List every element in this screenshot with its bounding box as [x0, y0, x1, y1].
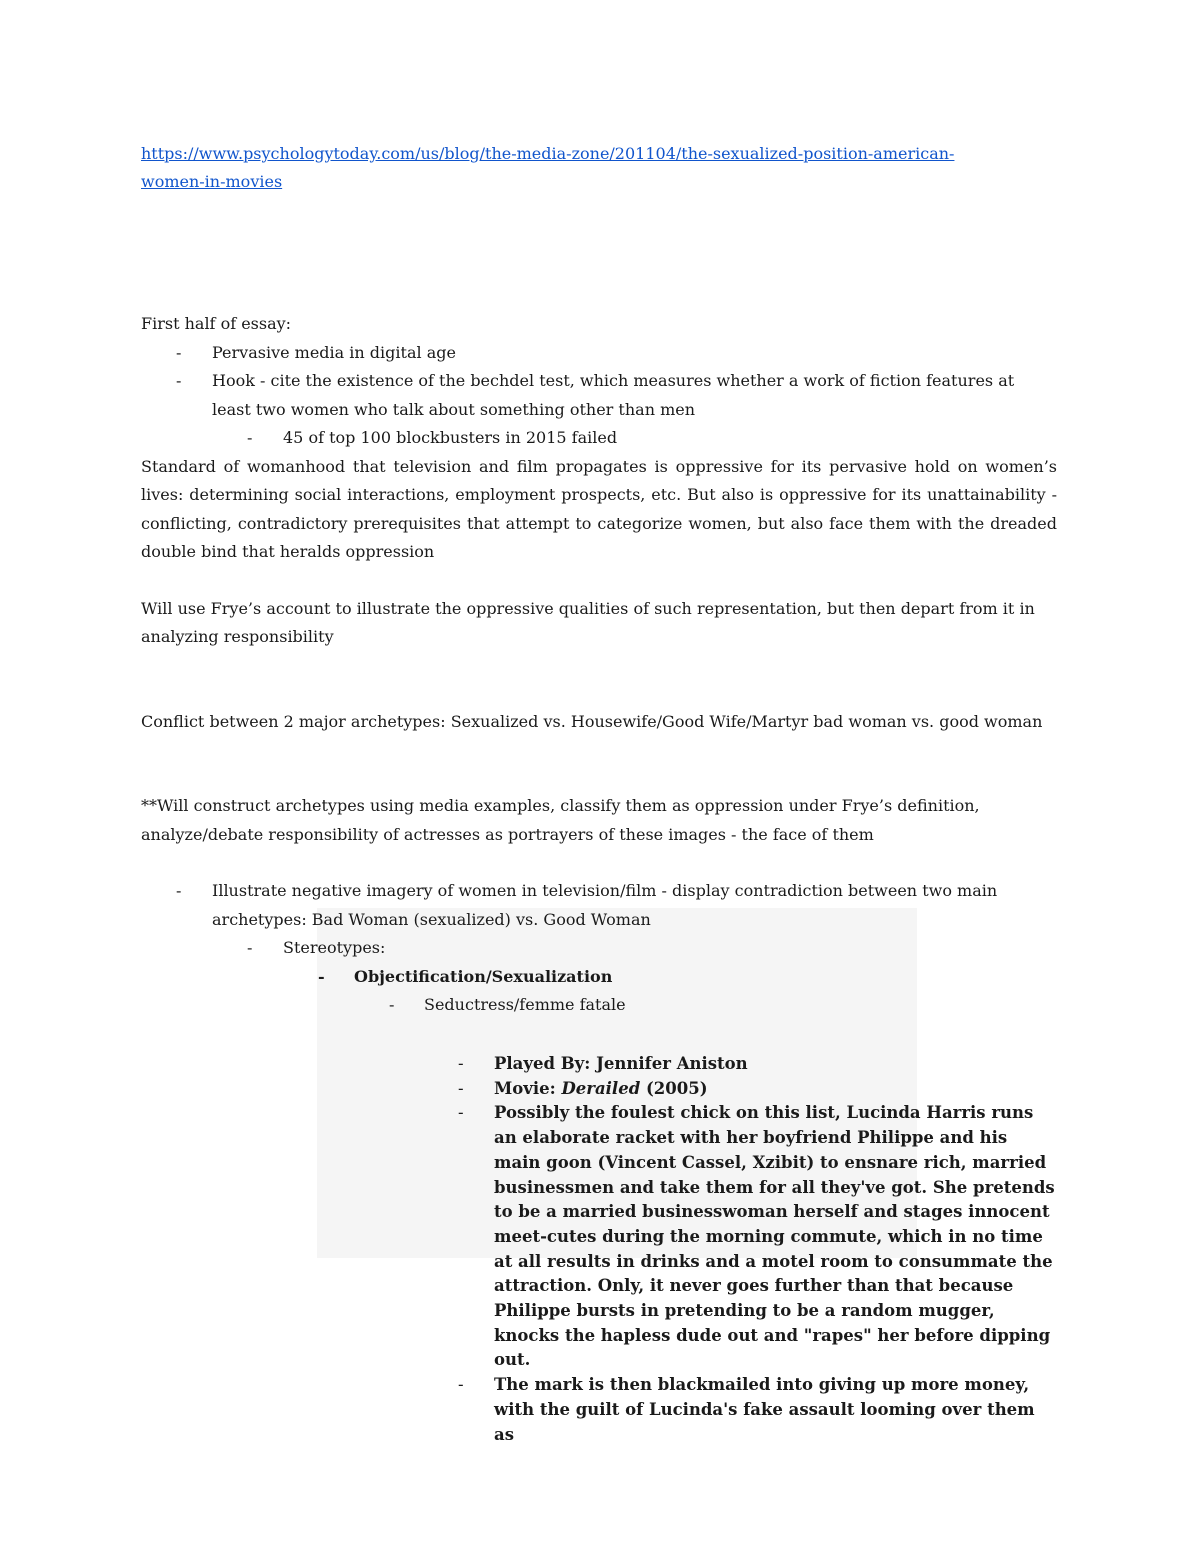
- section-heading: First half of essay:: [141, 314, 292, 333]
- movie-year: (2005): [640, 1078, 708, 1098]
- quote-item: [458, 1101, 1058, 1373]
- bullet-dash: -: [247, 428, 253, 447]
- outline-text: Stereotypes:: [283, 938, 386, 957]
- quote-item: [458, 1373, 1058, 1447]
- bullet-dash: -: [458, 1375, 464, 1395]
- quote-description-continued: The mark is then blackmailed into giving up more money, with the guilt of Lucinda's fake assault looming over them as: [494, 1375, 1035, 1444]
- bullet-dash: -: [176, 371, 182, 390]
- sub-bullet-item: [141, 424, 1057, 453]
- paragraph-standard: Standard of womanhood that television and film propagates is oppressive for its pervasive hold on women’s lives: determining social interactions, employment prospects, etc. But also is oppressive for its unattainability - conflicting, contradictory prerequisites that attempt to categorize women, but also face them with the dreaded double bind that heralds oppression: [141, 456, 1057, 561]
- outline-item: [141, 877, 1057, 934]
- bullet-dash: -: [458, 1078, 464, 1098]
- source-link-line-1: https://www.psychologytoday.com/us/blog/the-media-zone/201104/the-sexualized-position-american-: [141, 144, 955, 163]
- outline-text: Illustrate negative imagery of women in television/film - display contradiction between two main archetypes: Bad Woman (sexualized) vs. Good Woman: [212, 881, 998, 929]
- bullet-item: [141, 367, 1057, 424]
- outline-text: Objectification/Sexualization: [354, 966, 613, 986]
- paragraph-conflict: Conflict between 2 major archetypes: Sexualized vs. Housewife/Good Wife/Martyr bad woman vs. good woman: [141, 711, 1043, 731]
- bullet-dash: -: [458, 1103, 464, 1123]
- quote-description: Possibly the foulest chick on this list, Lucinda Harris runs an elaborate racket with her boyfriend Philippe and his main goon (Vincent Cassel, Xzibit) to ensnare rich, married businessmen and take them for all they've got. She pretends to be a married businesswoman herself and stages innocent meet-cutes during the morning commute, which in no time at all results in drinks and a motel room to consummate the attraction. Only, it never goes further than that because Philippe bursts in pretending to be a random mugger, knocks the hapless dude out and "rapes" her before dipping out.: [494, 1103, 1055, 1370]
- bullet-dash: -: [176, 342, 182, 362]
- bullet-text: Pervasive media in digital age: [212, 342, 456, 362]
- paragraph-frye: Will use Frye’s account to illustrate the oppressive qualities of such representation, but then depart from it in analyzing responsibility: [141, 598, 1035, 646]
- paragraph-archetypes: **Will construct archetypes using media examples, classify them as oppression under Frye’s definition, analyze/debate responsibility of actresses as portrayers of these images - the face of them: [141, 796, 980, 844]
- sub-bullet-text: 45 of top 100 blockbusters in 2015 failed: [283, 428, 618, 447]
- played-by-text: Played By: Jennifer Aniston: [494, 1054, 748, 1073]
- bullet-dash: -: [176, 881, 182, 900]
- bullet-dash: -: [247, 938, 253, 957]
- source-link-line-2: women-in-movies: [141, 172, 283, 191]
- quote-item: [458, 1077, 1058, 1102]
- outline-subitem: [141, 934, 1057, 963]
- quote-item: [458, 1052, 1058, 1077]
- source-link[interactable]: [141, 140, 1057, 196]
- bullet-dash: -: [458, 1054, 464, 1073]
- movie-prefix: Movie:: [494, 1078, 562, 1098]
- outline-level4-item: [141, 991, 1057, 1020]
- movie-title: Derailed: [561, 1078, 641, 1098]
- document-page: [141, 140, 1057, 1444]
- bullet-text: Hook - cite the existence of the bechdel test, which measures whether a work of fiction features at least two women who talk about something other than men: [212, 371, 1015, 419]
- outline-subsubitem: [141, 963, 1057, 992]
- outline-text: Seductress/femme fatale: [424, 995, 626, 1014]
- quote-block: [458, 1052, 1058, 1447]
- bullet-dash: -: [318, 966, 325, 986]
- bullet-dash: -: [389, 995, 395, 1014]
- bullet-item: [141, 339, 1057, 368]
